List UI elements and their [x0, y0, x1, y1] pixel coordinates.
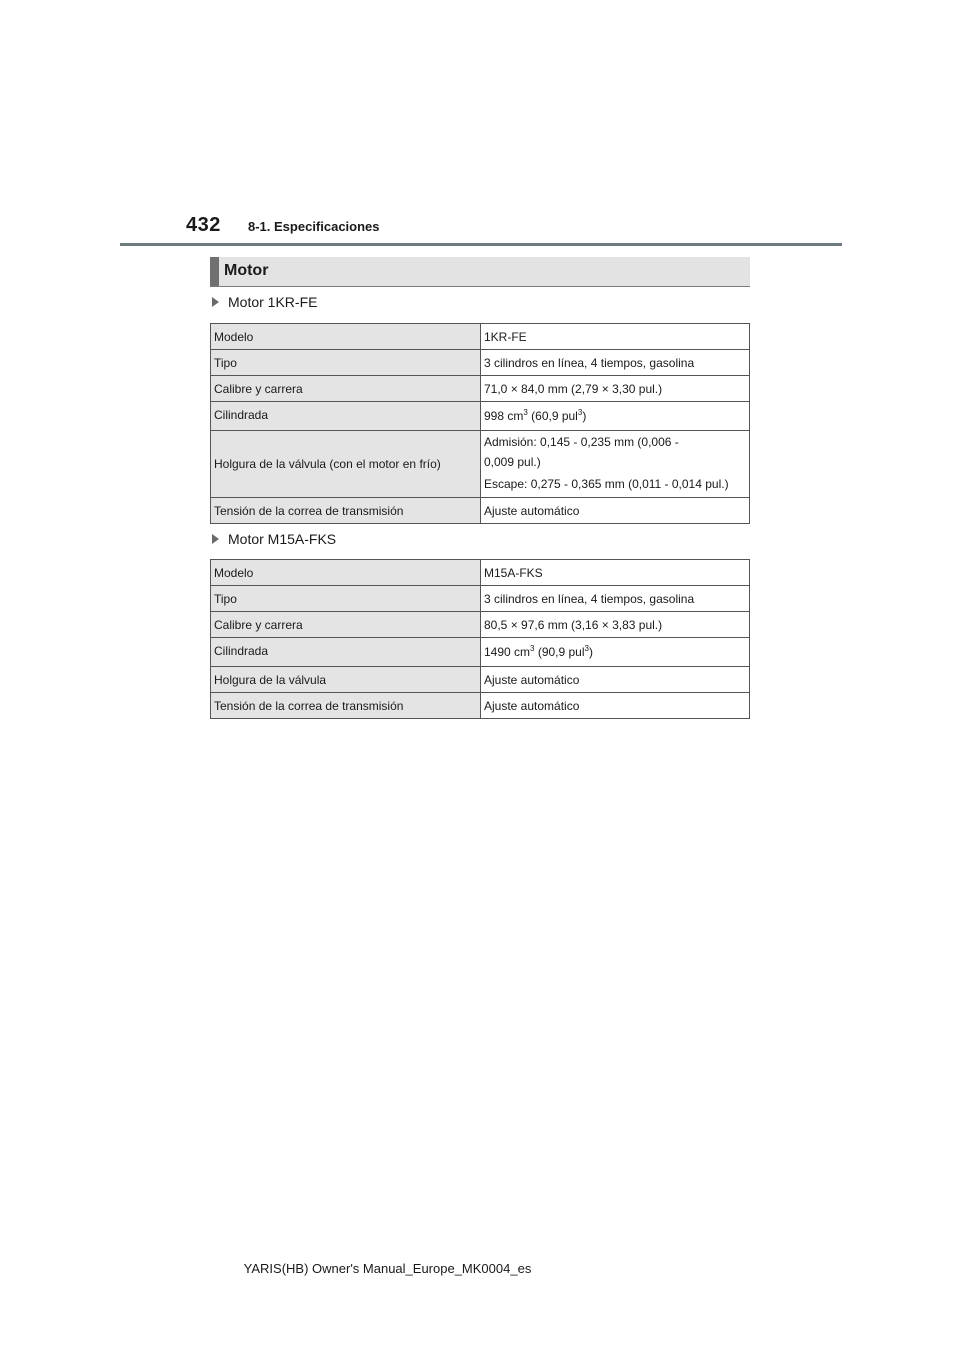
- row-key: Modelo: [211, 560, 481, 586]
- heading-accent-bar: [210, 257, 219, 286]
- row-value: [481, 431, 750, 498]
- value-line: 0,009 pul.): [484, 455, 541, 469]
- table-row: [211, 431, 750, 498]
- row-key: Tipo: [211, 350, 481, 376]
- value-line: Admisión: 0,145 - 0,235 mm (0,006 -: [484, 435, 679, 449]
- section-heading: [210, 257, 750, 287]
- value-part: (60,9 pul: [527, 409, 578, 423]
- superscript: 3: [523, 408, 528, 417]
- page-number: 432: [186, 214, 221, 236]
- engine2-subtitle: Motor M15A-FKS: [228, 531, 337, 547]
- value-part: ): [588, 645, 593, 659]
- row-value: M15A-FKS: [481, 560, 750, 586]
- row-value: Ajuste automático: [481, 693, 750, 719]
- table-row: [211, 586, 750, 612]
- engine2-spec-table: [210, 559, 750, 719]
- table-row: [211, 612, 750, 638]
- value-part: ): [582, 409, 587, 423]
- triangle-bullet-icon: [212, 297, 219, 307]
- row-value: 80,5 × 97,6 mm (3,16 × 3,83 pul.): [481, 612, 750, 638]
- row-value: 3 cilindros en línea, 4 tiempos, gasolina: [481, 350, 750, 376]
- table-row: [211, 402, 750, 431]
- superscript: 3: [577, 408, 583, 417]
- heading-title: Motor: [224, 262, 269, 279]
- row-key: Holgura de la válvula: [211, 667, 481, 693]
- superscript: 3: [584, 644, 589, 653]
- triangle-bullet-icon: [212, 534, 219, 544]
- value-part: 1490 cm: [484, 645, 531, 659]
- footer: [0, 1261, 960, 1276]
- table-row: [211, 638, 750, 667]
- table-row: [211, 376, 750, 402]
- row-value: [481, 638, 750, 667]
- row-key: Tipo: [211, 586, 481, 612]
- engine1-subtitle: Motor 1KR-FE: [228, 294, 318, 310]
- value-part: 998 cm: [484, 409, 524, 423]
- row-value: Ajuste automático: [481, 498, 750, 524]
- superscript: 3: [530, 644, 535, 653]
- row-key: Tensión de la correa de transmisión: [211, 498, 481, 524]
- row-key: Tensión de la correa de transmisión: [211, 693, 481, 719]
- engine1-spec-table: [210, 323, 750, 524]
- row-value: 1KR-FE: [481, 324, 750, 350]
- row-value: [481, 402, 750, 431]
- row-key: Holgura de la válvula (con el motor en frío): [211, 431, 481, 498]
- value-part: (90,9 pul: [534, 645, 585, 659]
- row-key: Calibre y carrera: [211, 612, 481, 638]
- row-key: Calibre y carrera: [211, 376, 481, 402]
- row-value: 3 cilindros en línea, 4 tiempos, gasolina: [481, 586, 750, 612]
- row-value: Ajuste automático: [481, 667, 750, 693]
- row-key: Cilindrada: [211, 402, 481, 431]
- row-key: Modelo: [211, 324, 481, 350]
- table-row: [211, 693, 750, 719]
- table-row: [211, 324, 750, 350]
- footer-text: YARIS(HB) Owner's Manual_Europe_MK0004_es: [243, 1261, 532, 1276]
- table-row: [211, 498, 750, 524]
- value-line: Escape: 0,275 - 0,365 mm (0,011 - 0,014 pul.): [484, 477, 729, 491]
- section-title: 8-1. Especificaciones: [248, 219, 380, 234]
- row-value: 71,0 × 84,0 mm (2,79 × 3,30 pul.): [481, 376, 750, 402]
- row-key: Cilindrada: [211, 638, 481, 667]
- table-row: [211, 560, 750, 586]
- engine2-subheading: [212, 531, 336, 547]
- header-divider: [120, 243, 842, 246]
- engine1-subheading: [212, 294, 317, 310]
- table-row: [211, 350, 750, 376]
- table-row: [211, 667, 750, 693]
